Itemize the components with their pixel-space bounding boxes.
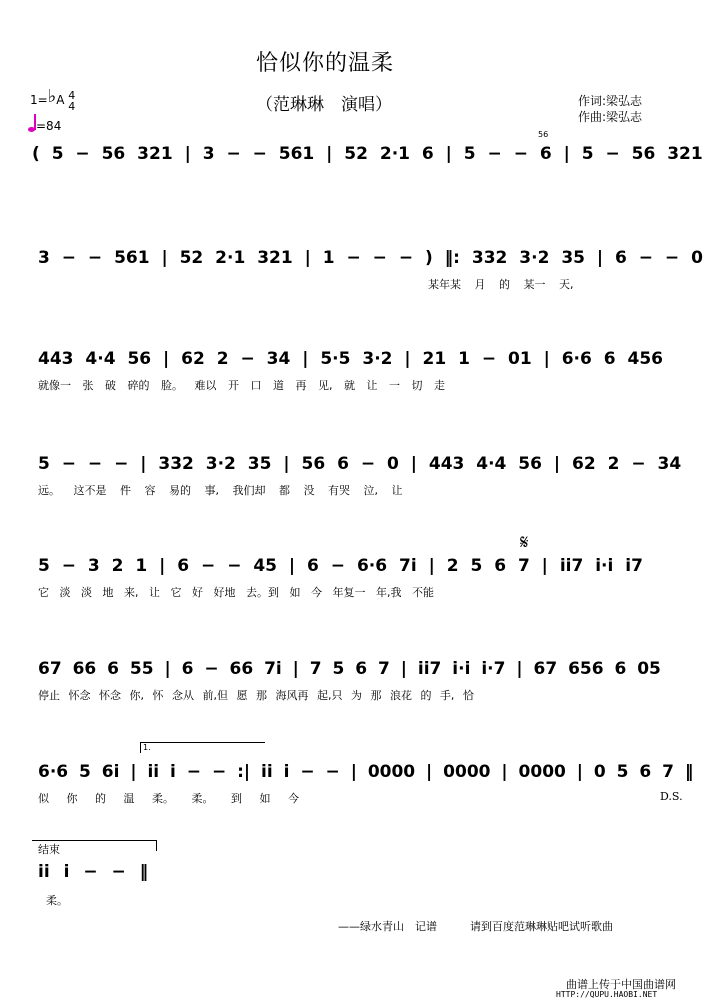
lyric-line: 它 淡 淡 地 来, 让 它 好 好地 去。到 如 今 年复一 年,我 不能 [38, 586, 434, 599]
notation-line: 67 66 6 55 | 6 − 66 7i | 7 5 6 7 | ii7 i·i i·7 | 67 656 6 05 [38, 659, 661, 679]
flat-icon: ♭ [47, 86, 57, 107]
time-bottom: 4 [68, 99, 76, 113]
lyric-line: 柔。 [46, 894, 68, 907]
lyric-line: 远。 这不是 件 容 易的 事, 我们却 都 没 有哭 泣, 让 [38, 484, 403, 497]
notation-line: 5 − 3 2 1 | 6 − − 45 | 6 − 6·6 7i | 2 5 6 7 | ii7 i·i i7 [38, 556, 643, 576]
tempo-marking [30, 114, 61, 133]
tempo-value: =84 [36, 119, 62, 133]
key-letter: A [56, 93, 65, 107]
lyric-line: 就像一 张 破 碎的 脸。 难以 开 口 道 再 见, 就 让 一 切 走 [38, 379, 445, 392]
notation-line: 443 4·4 56 | 62 2 − 34 | 5·5 3·2 | 21 1 − 01 | 6·6 6 456 [38, 349, 663, 369]
lyric-line: 似 你 的 温 柔。 柔。 到 如 今 [38, 792, 299, 805]
lyric-line: 某年某 月 的 某一 天, [428, 278, 574, 291]
song-title: 恰似你的温柔 [256, 51, 395, 76]
notation-line: 6·6 5 6i | ii i − − :| ii i − − | 0000 | 0000 | 0000 | 0 5 6 7 ‖ [38, 762, 694, 782]
quarter-note-icon [30, 114, 36, 130]
watermark-line-1: 曲谱上传于中国曲谱网 [566, 978, 676, 991]
watermark-line-2: HTTP://QUPU.HAOBI.NET [556, 990, 658, 999]
notation-line: 5 − − − | 332 3·2 35 | 56 6 − 0 | 443 4·4 56 | 62 2 − 34 [38, 454, 682, 474]
lyric-line: 停止 怀念 怀念 你, 怀 念从 前,但 愿 那 海风再 起,只 为 那 浪花 的 手, 恰 [38, 689, 474, 702]
ending-label: 结束 [32, 840, 157, 851]
lyricist-credit: 作词:梁弘志 [578, 94, 643, 108]
notation-line: ii i − − ‖ [38, 862, 149, 882]
grace-notes: 56 [538, 130, 549, 139]
listen-note: 请到百度范琳琳贴吧试听歌曲 [470, 920, 613, 933]
composer-credit: 作曲:梁弘志 [578, 110, 643, 124]
song-subtitle: （范琳琳 演唱） [256, 95, 392, 115]
key-signature [30, 88, 75, 112]
volta-bracket: 1. [140, 742, 265, 753]
notation-line: ( 5 − 56 321 | 3 − − 561 | 52 2·1 6 | 5 − − 6 | 5 − 56 321 [32, 144, 703, 164]
dal-segno-marking: D.S. [660, 790, 683, 803]
transcriber-credit: ——绿水青山 记谱 [338, 920, 437, 933]
time-signature [68, 90, 75, 112]
segno-icon: 𝄋 [520, 530, 529, 554]
time-top: 4 [68, 88, 76, 102]
key-prefix: 1= [30, 93, 48, 107]
notation-line: 3 − − 561 | 52 2·1 321 | 1 − − − ) ‖: 332 3·2 35 | 6 − − 0 [38, 248, 703, 268]
